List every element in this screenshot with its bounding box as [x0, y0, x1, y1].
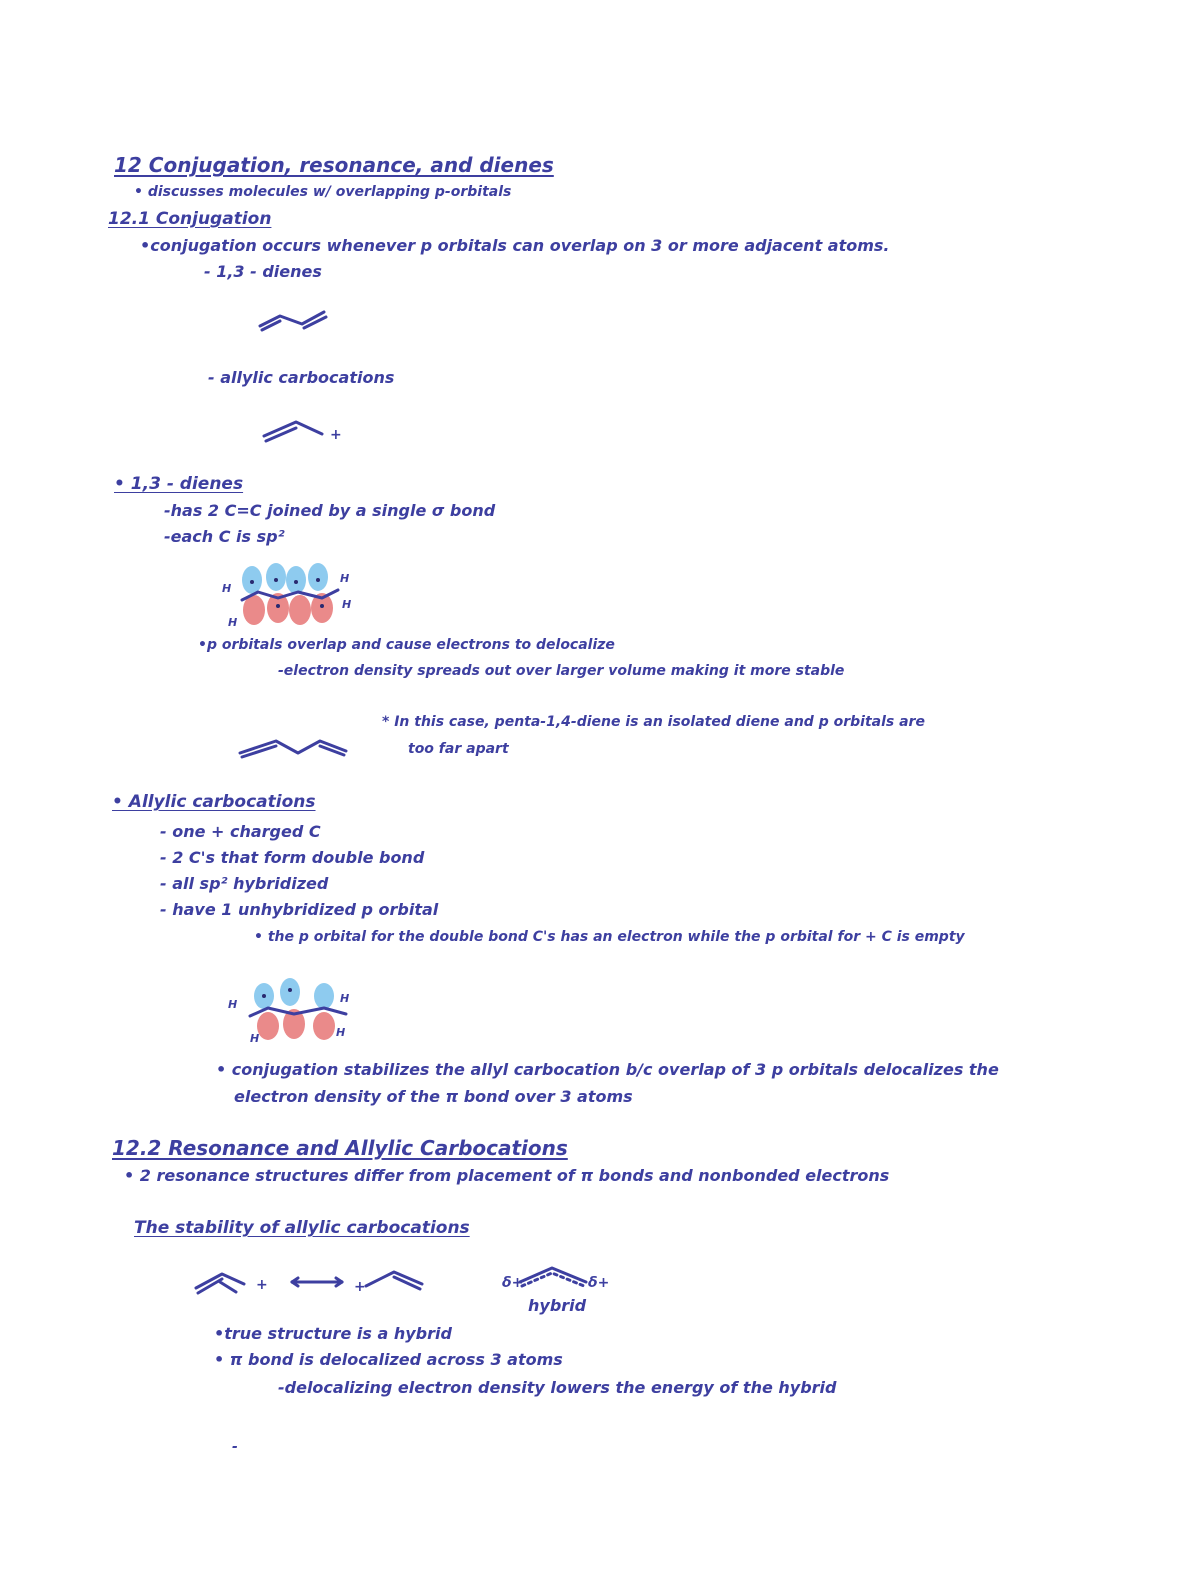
p-orbitals-overlap-note: •p orbitals overlap and cause electrons to delocalize [198, 637, 615, 653]
delta-plus-right: δ+ [588, 1275, 610, 1291]
dienes-13-line-1: -has 2 C=C joined by a single σ bond [164, 501, 496, 520]
allylic-line-2: - 2 C's that form double bond [160, 848, 425, 867]
resonance-structures-note: • 2 resonance structures differ from placement of π bonds and nonbonded electrons [124, 1166, 890, 1185]
allylic-line-3: - all sp² hybridized [160, 874, 329, 893]
allylic-item: - allylic carbocations [208, 368, 395, 387]
dienes-item: - 1,3 - dienes [204, 262, 322, 281]
stability-title: The stability of allylic carbocations [134, 1218, 470, 1238]
diene-p-orbital-diagram [222, 560, 362, 632]
hybrid-label: hybrid [528, 1296, 587, 1315]
delta-plus-left: δ+ [502, 1275, 524, 1291]
conjugation-definition: •conjugation occurs whenever p orbitals can overlap on 3 or more adjacent atoms. [140, 236, 890, 255]
electron-density-note: -electron density spreads out over larger volume making it more stable [278, 663, 845, 679]
section-12-title: 12 Conjugation, resonance, and dienes [114, 153, 554, 177]
isolated-diene-note-1: * In this case, penta-1,4-diene is an isolated diene and p orbitals are [382, 714, 925, 730]
resonance-plus-2: + [354, 1279, 366, 1295]
conjugation-stabilizes-1: • conjugation stabilizes the allyl carbocation b/c overlap of 3 p orbitals delocalizes the [216, 1060, 999, 1079]
allyl-p-orbital-diagram [228, 974, 358, 1046]
allylic-plus-sign: + [330, 427, 342, 443]
allylic-carbocations-title: • Allylic carbocations [112, 792, 316, 812]
hydrogen-label: H [250, 1032, 260, 1045]
hybrid-bullet-2: • π bond is delocalized across 3 atoms [214, 1350, 563, 1369]
trailing-dash: - [232, 1439, 238, 1455]
allylic-line-4: - have 1 unhybridized p orbital [160, 900, 439, 919]
resonance-structures-diagram [192, 1262, 432, 1298]
hydrogen-label: H [336, 1026, 346, 1039]
hybrid-structure [516, 1264, 596, 1288]
hybrid-bullet-3: -delocalizing electron density lowers the energy of the hybrid [278, 1378, 837, 1397]
hydrogen-label: H [222, 582, 232, 595]
conjugation-stabilizes-2: electron density of the π bond over 3 atoms [234, 1087, 633, 1106]
diene-skeletal-structure [258, 308, 333, 332]
allylic-line-1: - one + charged C [160, 822, 321, 841]
section-12-1-title: 12.1 Conjugation [108, 209, 272, 229]
hydrogen-label: H [228, 616, 238, 629]
pentadiene-skeletal-structure [238, 735, 353, 759]
section-12-2-title: 12.2 Resonance and Allylic Carbocations [112, 1136, 568, 1160]
dienes-13-title: • 1,3 - dienes [114, 474, 244, 494]
hydrogen-label: H [340, 992, 350, 1005]
section-12-bullet: • discusses molecules w/ overlapping p-orbitals [134, 184, 512, 200]
resonance-plus-1: + [256, 1277, 268, 1293]
allylic-line-5: • the p orbital for the double bond C's has an electron while the p orbital for + C is empty [254, 929, 965, 945]
hybrid-bullet-1: •true structure is a hybrid [214, 1324, 452, 1343]
isolated-diene-note-2: too far apart [408, 741, 509, 757]
dienes-13-line-2: -each C is sp² [164, 527, 285, 546]
hydrogen-label: H [340, 572, 350, 585]
hydrogen-label: H [228, 998, 238, 1011]
hydrogen-label: H [342, 598, 352, 611]
